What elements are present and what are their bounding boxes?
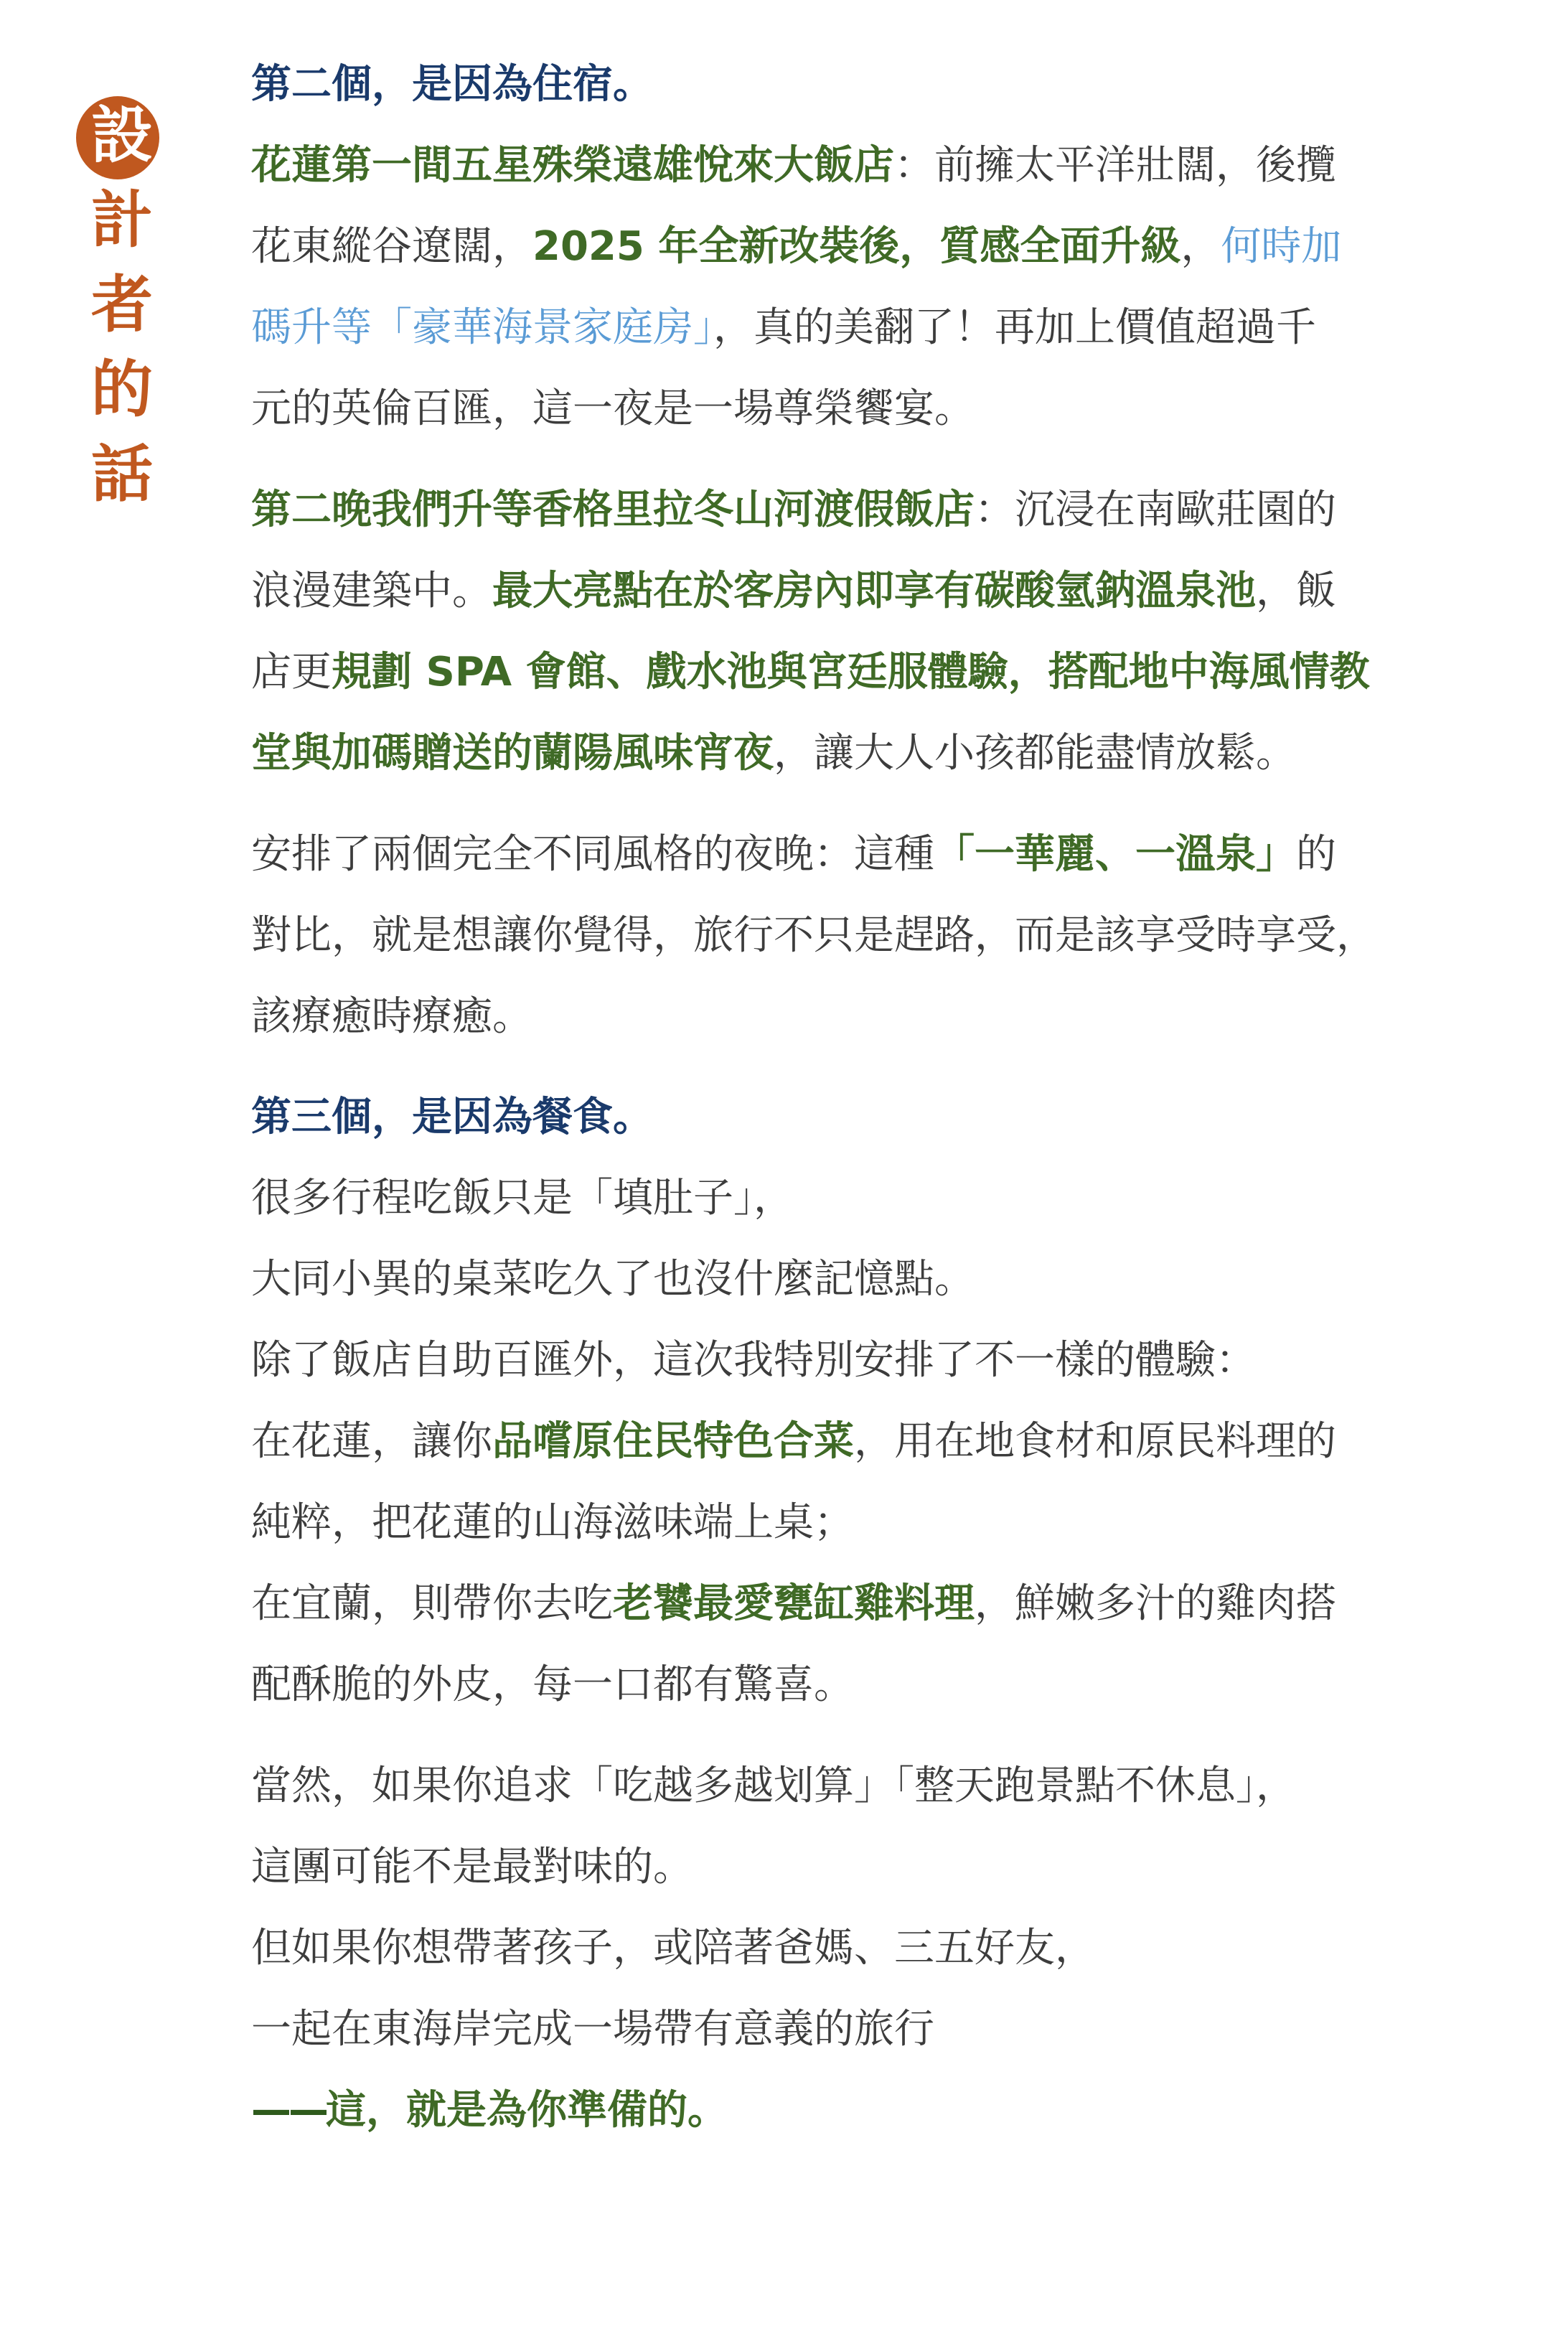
body-text: 浪漫建築中。: [251, 568, 492, 614]
body-text: ，: [1180, 223, 1221, 270]
body-text: ，飯: [1256, 568, 1336, 614]
highlight-text: 「一華麗、一溫泉」: [934, 831, 1296, 878]
paragraph-two-nights: [251, 814, 1514, 1057]
text-line: [251, 713, 1514, 794]
section-heading-lodging: 第二個，是因為住宿。: [251, 61, 653, 108]
body-text: 店更: [251, 649, 332, 695]
body-text: ，讓大人小孩都能盡情放鬆。: [774, 730, 1296, 777]
main-content: [251, 44, 1514, 2151]
paragraph-meals: [251, 1158, 1514, 1725]
text-line: [251, 206, 1514, 287]
body-text: 很多行程吃飯只是「填肚子」，: [251, 1175, 794, 1221]
body-text: 這團可能不是最對味的。: [251, 1844, 693, 1890]
highlight-text: 第二晚我們升等香格里拉冬山河渡假飯店: [251, 487, 975, 533]
paragraph-hotel-1: [251, 125, 1514, 449]
upgrade-highlight-text: 何時加: [1221, 223, 1342, 270]
body-text: 除了飯店自助百匯外，這次我特別安排了不一樣的體驗：: [251, 1337, 1256, 1384]
text-line: [251, 976, 1514, 1057]
body-text: 對比，就是想讓你覺得，旅行不只是趕路，而是該享受時享受，: [251, 912, 1376, 959]
paragraph-closing: [251, 1745, 1514, 2151]
highlight-text: 老饕最愛甕缸雞料理: [613, 1580, 975, 1627]
body-text: ，鮮嫩多汁的雞肉搭: [975, 1580, 1336, 1627]
body-text: ：前擁太平洋壯闊，後攬: [894, 142, 1336, 189]
text-line: [251, 1989, 1514, 2070]
highlight-text: 規劃 SPA 會館、戲水池與宮廷服體驗，搭配地中海風情教: [332, 649, 1370, 695]
text-line: [251, 895, 1514, 976]
designer-words-title: [72, 93, 172, 517]
body-text: 花東縱谷遼闊，: [251, 223, 532, 270]
highlight-text: 堂與加碼贈送的蘭陽風味宵夜: [251, 730, 774, 777]
body-text: 大同小異的桌菜吃久了也沒什麼記憶點。: [251, 1256, 975, 1303]
text-line: [251, 125, 1514, 206]
upgrade-highlight-text: 碼升等「豪華海景家庭房」: [251, 304, 713, 351]
text-line: [251, 1745, 1514, 1826]
body-text: 在花蓮，讓你: [251, 1418, 492, 1465]
text-line: [251, 632, 1514, 713]
body-text: 元的英倫百匯，這一夜是一場尊榮饗宴。: [251, 385, 975, 432]
text-line: [251, 1401, 1514, 1482]
body-text: 安排了兩個完全不同風格的夜晚：這種: [251, 831, 934, 878]
closing-highlight-text: 這，就是為你準備的。: [326, 2087, 728, 2134]
title-char: 設: [91, 100, 153, 172]
body-text: 該療癒時療癒。: [251, 993, 532, 1040]
body-text: 配酥脆的外皮，每一口都有驚喜。: [251, 1661, 854, 1708]
body-text: 的: [1296, 831, 1336, 878]
highlight-text: 最大亮點在於客房內即享有碳酸氫鈉溫泉池: [492, 568, 1256, 614]
paragraph-hotel-2: [251, 469, 1514, 794]
title-char: 計: [91, 184, 153, 256]
body-text: ：沉浸在南歐莊園的: [975, 487, 1336, 533]
body-text: 純粹，把花蓮的山海滋味端上桌；: [251, 1499, 854, 1546]
highlight-text: 2025 年全新改裝後，質感全面升級: [532, 223, 1181, 270]
text-line: [251, 550, 1514, 632]
body-text: ，真的美翻了！再加上價值超過千: [713, 304, 1316, 351]
body-text: 但如果你想帶著孩子，或陪著爸媽、三五好友，: [251, 1925, 1095, 1971]
text-line: [251, 1320, 1514, 1401]
closing-line: [251, 2070, 1514, 2151]
highlight-text: 品嚐原住民特色合菜: [492, 1418, 854, 1465]
text-line: [251, 814, 1514, 895]
text-line: [251, 1644, 1514, 1725]
text-line: [251, 1239, 1514, 1320]
text-line: [251, 1563, 1514, 1644]
title-char: 者: [91, 269, 153, 341]
text-line: [251, 1158, 1514, 1239]
body-text: 一起在東海岸完成一場帶有意義的旅行: [251, 2006, 934, 2053]
body-text: ，用在地食材和原民料理的: [854, 1418, 1336, 1465]
text-line: [251, 1826, 1514, 1908]
text-line: [251, 1908, 1514, 1989]
text-line: [251, 469, 1514, 550]
title-char: 的: [91, 354, 153, 426]
section-heading-meals: 第三個，是因為餐食。: [251, 1094, 653, 1140]
title-char: 話: [91, 438, 153, 510]
highlight-text: 花蓮第一間五星殊榮遠雄悅來大飯店: [251, 142, 894, 189]
em-dash: ——: [251, 2087, 326, 2134]
body-text: 在宜蘭，則帶你去吃: [251, 1580, 613, 1627]
body-text: 當然，如果你追求「吃越多越划算」「整天跑景點不休息」，: [251, 1763, 1296, 1809]
text-line: [251, 1482, 1514, 1563]
text-line: [251, 368, 1514, 449]
text-line: [251, 287, 1514, 368]
